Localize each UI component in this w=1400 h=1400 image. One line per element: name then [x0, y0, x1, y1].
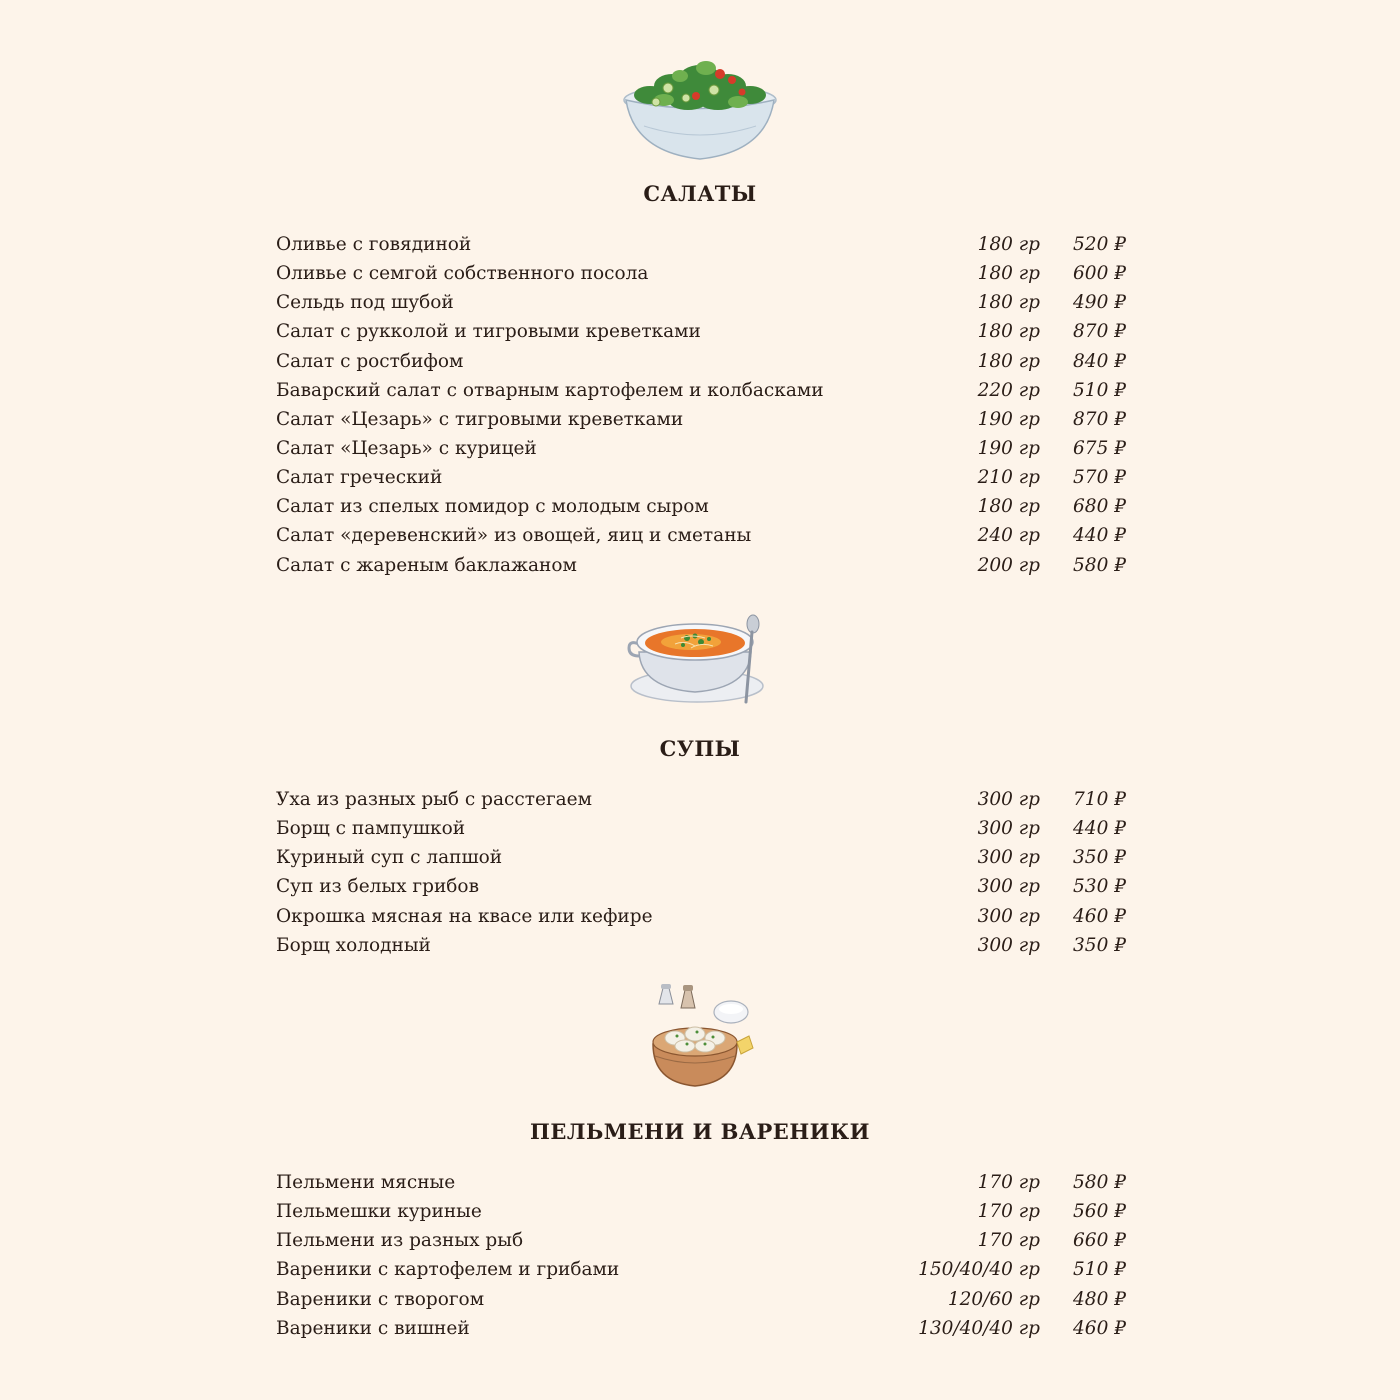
soup-bowl-icon — [625, 612, 775, 707]
item-price: 440 ₽ — [1073, 525, 1126, 547]
item-weight: 120/60 гр — [947, 1288, 1040, 1310]
menu-list-salads — [276, 230, 1126, 580]
item-name: Оливье с говядиной — [276, 234, 472, 255]
item-price: 710 ₽ — [1073, 789, 1126, 810]
item-name: Вареники с картофелем и грибами — [276, 1259, 620, 1281]
item-price: 440 ₽ — [1073, 818, 1126, 840]
item-weight: 170 гр — [977, 1172, 1040, 1193]
item-name: Оливье с семгой собственного посола — [276, 263, 649, 285]
menu-item — [276, 1197, 1126, 1226]
item-weight: 200 гр — [977, 554, 1040, 576]
menu-item — [276, 931, 1126, 960]
item-weight: 300 гр — [977, 905, 1040, 927]
item-price: 870 ₽ — [1073, 408, 1126, 430]
item-price: 510 ₽ — [1073, 379, 1126, 401]
item-price: 570 ₽ — [1073, 467, 1126, 489]
item-name: Салат с рукколой и тигровыми креветками — [276, 321, 701, 343]
item-weight: 190 гр — [977, 437, 1040, 459]
item-name: Баварский салат с отварным картофелем и колбасками — [276, 379, 824, 401]
item-price: 510 ₽ — [1073, 1259, 1126, 1281]
section-title-dumplings: ПЕЛЬМЕНИ И ВАРЕНИКИ — [530, 1119, 870, 1144]
item-name: Салат «деревенский» из овощей, яиц и сметаны — [276, 525, 752, 547]
item-price: 675 ₽ — [1073, 437, 1126, 459]
menu-list-soups — [276, 785, 1126, 960]
soup-illustration — [0, 612, 1400, 707]
item-price: 840 ₽ — [1073, 350, 1126, 372]
item-price: 580 ₽ — [1073, 1172, 1126, 1193]
menu-item — [276, 1255, 1126, 1284]
menu-item — [276, 1314, 1126, 1343]
item-weight: 150/40/40 гр — [918, 1259, 1040, 1281]
item-weight: 190 гр — [977, 408, 1040, 430]
item-name: Куриный суп с лапшой — [276, 847, 503, 869]
menu-item — [276, 1226, 1126, 1255]
item-price: 660 ₽ — [1073, 1230, 1126, 1252]
item-weight: 300 гр — [977, 876, 1040, 898]
item-weight: 180 гр — [977, 321, 1040, 343]
item-name: Пельмени мясные — [276, 1172, 456, 1193]
menu-item — [276, 347, 1126, 376]
dumplings-illustration — [0, 982, 1400, 1092]
item-price: 580 ₽ — [1073, 554, 1126, 576]
salad-bowl-icon — [620, 40, 780, 165]
menu-item — [276, 230, 1126, 259]
item-weight: 240 гр — [977, 525, 1040, 547]
menu-item — [276, 1168, 1126, 1197]
menu-item — [276, 814, 1126, 843]
menu-item — [276, 492, 1126, 521]
section-title-soups: СУПЫ — [659, 736, 741, 761]
item-price: 460 ₽ — [1073, 1317, 1126, 1339]
menu-item — [276, 521, 1126, 550]
item-weight: 300 гр — [977, 847, 1040, 869]
menu-item — [276, 376, 1126, 405]
item-name: Салат из спелых помидор с молодым сыром — [276, 496, 709, 518]
item-weight: 210 гр — [977, 467, 1040, 489]
item-weight: 180 гр — [977, 496, 1040, 518]
item-price: 480 ₽ — [1073, 1288, 1126, 1310]
item-weight: 170 гр — [977, 1201, 1040, 1223]
section-title-salads: САЛАТЫ — [643, 181, 757, 206]
item-name: Салат с жареным баклажаном — [276, 554, 577, 576]
item-weight: 180 гр — [977, 350, 1040, 372]
item-name: Вареники с вишней — [276, 1317, 470, 1339]
item-name: Сельдь под шубой — [276, 292, 454, 314]
item-weight: 170 гр — [977, 1230, 1040, 1252]
item-name: Пельмешки куриные — [276, 1201, 482, 1223]
item-price: 350 ₽ — [1073, 847, 1126, 869]
menu-item — [276, 872, 1126, 901]
item-name: Уха из разных рыб с расстегаем — [276, 789, 593, 810]
item-name: Борщ с пампушкой — [276, 818, 466, 840]
salad-illustration — [0, 40, 1400, 165]
item-weight: 180 гр — [977, 263, 1040, 285]
item-weight: 300 гр — [977, 934, 1040, 956]
item-price: 870 ₽ — [1073, 321, 1126, 343]
item-price: 680 ₽ — [1073, 496, 1126, 518]
menu-item — [276, 259, 1126, 288]
item-weight: 300 гр — [977, 789, 1040, 810]
item-price: 460 ₽ — [1073, 905, 1126, 927]
menu-item — [276, 463, 1126, 492]
item-name: Пельмени из разных рыб — [276, 1230, 524, 1252]
dumplings-icon — [645, 982, 755, 1092]
item-price: 600 ₽ — [1073, 263, 1126, 285]
menu-item — [276, 317, 1126, 346]
item-name: Салат греческий — [276, 467, 443, 489]
item-name: Суп из белых грибов — [276, 876, 479, 898]
menu-item — [276, 434, 1126, 463]
menu-item — [276, 405, 1126, 434]
menu-item — [276, 843, 1126, 872]
item-name: Салат «Цезарь» с тигровыми креветками — [276, 408, 684, 430]
item-weight: 300 гр — [977, 818, 1040, 840]
item-name: Вареники с творогом — [276, 1288, 485, 1310]
item-name: Окрошка мясная на квасе или кефире — [276, 905, 653, 927]
menu-item — [276, 902, 1126, 931]
item-name: Салат «Цезарь» с курицей — [276, 437, 537, 459]
item-weight: 130/40/40 гр — [918, 1317, 1040, 1339]
item-name: Салат с ростбифом — [276, 350, 464, 372]
menu-item — [276, 551, 1126, 580]
item-weight: 220 гр — [977, 379, 1040, 401]
item-price: 530 ₽ — [1073, 876, 1126, 898]
menu-item — [276, 288, 1126, 317]
item-price: 490 ₽ — [1073, 292, 1126, 314]
item-name: Борщ холодный — [276, 934, 431, 956]
menu-list-dumplings — [276, 1168, 1126, 1343]
item-weight: 180 гр — [977, 292, 1040, 314]
menu-item — [276, 785, 1126, 814]
item-price: 520 ₽ — [1073, 234, 1126, 255]
item-price: 560 ₽ — [1073, 1201, 1126, 1223]
menu-item — [276, 1285, 1126, 1314]
item-weight: 180 гр — [977, 234, 1040, 255]
item-price: 350 ₽ — [1073, 934, 1126, 956]
